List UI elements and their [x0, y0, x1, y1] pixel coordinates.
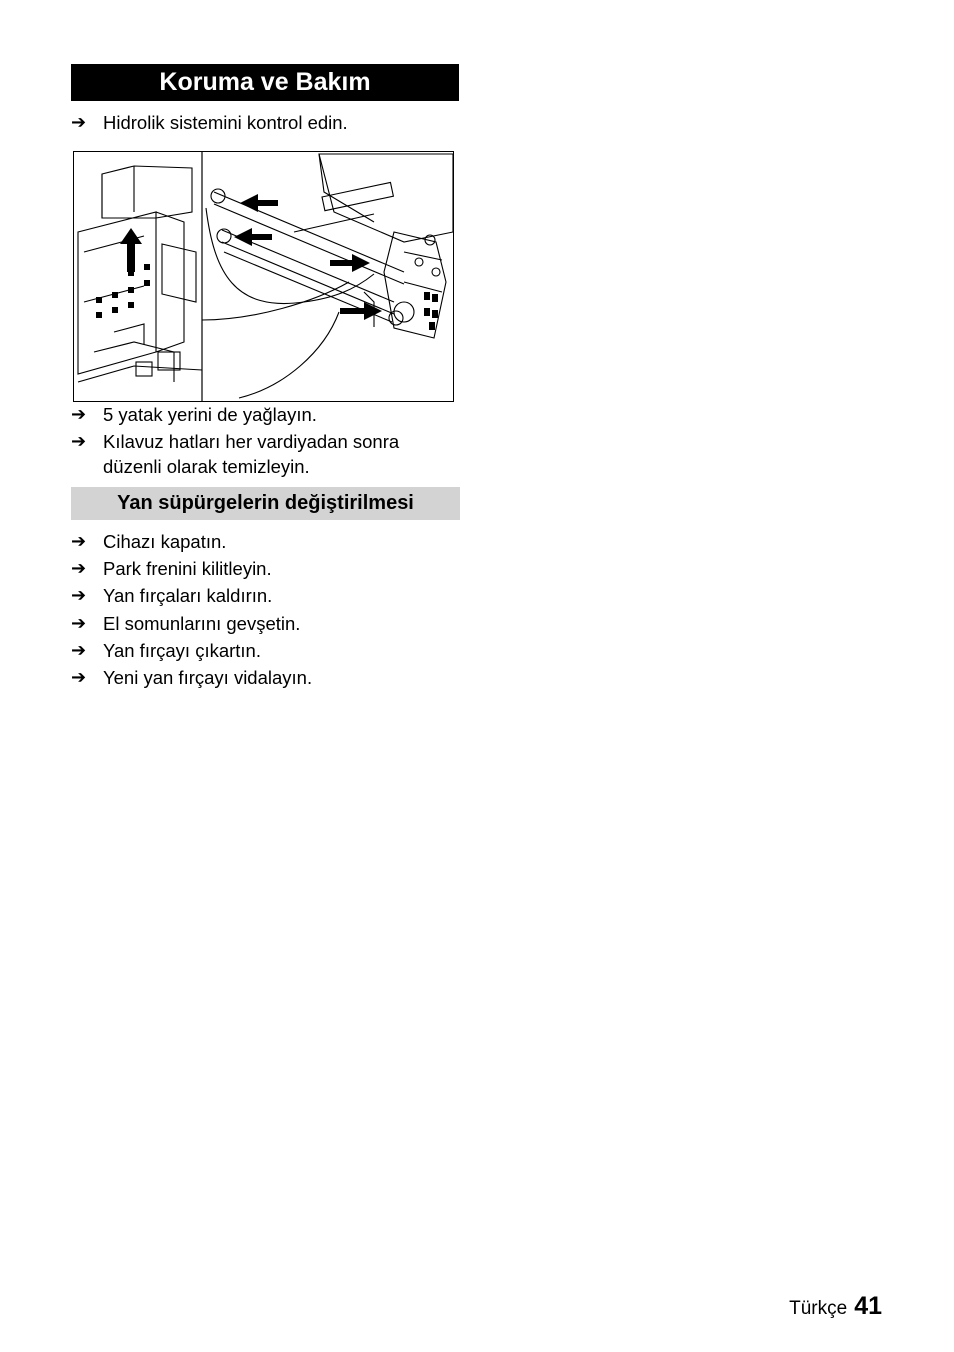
arrow-right-icon: ➔ — [71, 404, 87, 424]
step-text: Yan fırçaları kaldırın. — [103, 585, 273, 606]
step-text: Kılavuz hatları her vardiyadan sonra düzenli olarak temizleyin. — [103, 431, 400, 477]
brush-arm-illustration — [74, 152, 453, 401]
arrow-right-icon: ➔ — [71, 431, 87, 451]
list-item — [71, 402, 451, 427]
list-item — [71, 583, 451, 608]
list-item — [71, 611, 451, 636]
step-text: 5 yatak yerini de yağlayın. — [103, 404, 317, 425]
arrow-right-icon: ➔ — [71, 112, 87, 132]
arrow-right-icon: ➔ — [71, 613, 87, 633]
list-item — [71, 556, 451, 581]
arrow-right-icon: ➔ — [71, 667, 87, 687]
step-text: El somunlarını gevşetin. — [103, 613, 301, 634]
subsection-title: Yan süpürgelerin değiştirilmesi — [71, 487, 460, 520]
list-item — [71, 665, 451, 690]
step-text: Yeni yan fırçayı vidalayın. — [103, 667, 313, 688]
figure-brush-arm — [73, 151, 454, 402]
arrow-right-icon: ➔ — [71, 531, 87, 551]
footer-language: Türkçe — [789, 1298, 848, 1319]
list-item — [71, 638, 451, 663]
step-text: Hidrolik sistemini kontrol edin. — [103, 112, 348, 133]
list-item — [71, 429, 451, 479]
list-item — [71, 110, 451, 135]
list-item — [71, 529, 451, 554]
arrow-right-icon: ➔ — [71, 585, 87, 605]
section-title: Koruma ve Bakım — [71, 64, 459, 101]
step-text: Yan fırçayı çıkartın. — [103, 640, 261, 661]
arrow-right-icon: ➔ — [71, 558, 87, 578]
page-footer — [789, 1292, 882, 1321]
step-text: Park frenini kilitleyin. — [103, 558, 272, 579]
page-number: 41 — [854, 1292, 882, 1320]
arrow-right-icon: ➔ — [71, 640, 87, 660]
step-text: Cihazı kapatın. — [103, 531, 227, 552]
